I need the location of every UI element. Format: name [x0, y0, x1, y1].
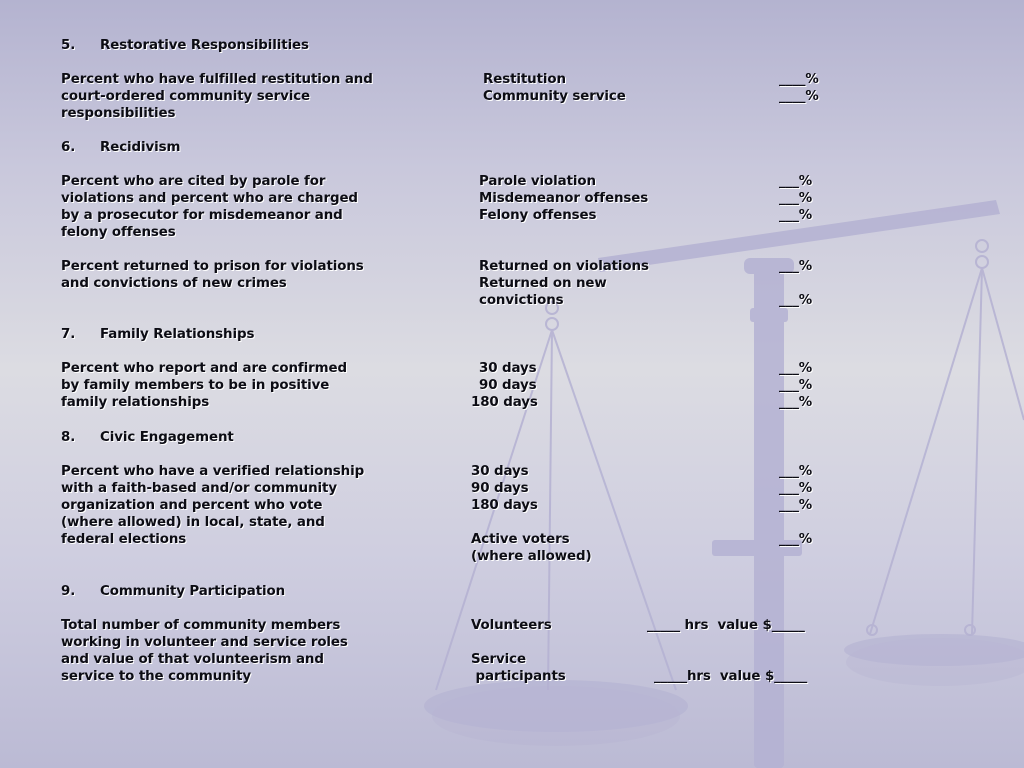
metric-label: (where allowed): [471, 549, 592, 564]
description-line: Percent who are cited by parole for: [61, 174, 326, 189]
description-line: violations and percent who are charged: [61, 191, 358, 206]
metric-blank: ____%: [779, 72, 819, 87]
metric-label: 180 days: [471, 498, 538, 513]
metric-blank: ___%: [779, 395, 813, 410]
description-line: court-ordered community service: [61, 89, 311, 104]
metric-blank: ___%: [779, 481, 813, 496]
metric-blank: ____%: [779, 89, 819, 104]
section-number: 7.: [61, 327, 76, 342]
description-line: organization and percent who vote: [61, 498, 323, 513]
metric-label: 90 days: [479, 378, 537, 393]
metric-label: Felony offenses: [479, 208, 597, 223]
metric-blank: _____hrs value $_____: [654, 669, 808, 684]
metric-blank: ___%: [779, 293, 813, 308]
section-title-restorative-responsibilities: Restorative Responsibilities: [100, 38, 309, 53]
description-line: felony offenses: [61, 225, 176, 240]
description-line: service to the community: [61, 669, 252, 684]
description-line: (where allowed) in local, state, and: [61, 515, 325, 530]
metric-label: Parole violation: [479, 174, 596, 189]
metric-blank: ___%: [779, 174, 813, 189]
metric-label: 30 days: [471, 464, 529, 479]
section-title-community-participation: Community Participation: [100, 584, 286, 599]
metric-blank: ___%: [779, 532, 813, 547]
metric-label: Restitution: [483, 72, 566, 87]
section-title-family-relationships: Family Relationships: [100, 327, 255, 342]
metric-blank: ___%: [779, 464, 813, 479]
description-line: and convictions of new crimes: [61, 276, 287, 291]
metric-label: Community service: [483, 89, 626, 104]
description-line: with a faith-based and/or community: [61, 481, 337, 496]
description-line: family relationships: [61, 395, 210, 410]
metric-blank: ___%: [779, 259, 813, 274]
metric-label: 30 days: [479, 361, 537, 376]
description-line: and value of that volunteerism and: [61, 652, 324, 667]
description-line: Total number of community members: [61, 618, 341, 633]
metric-label: participants: [471, 669, 566, 684]
metric-blank: ___%: [779, 191, 813, 206]
metric-blank: ___%: [779, 378, 813, 393]
metric-blank: ___%: [779, 498, 813, 513]
section-number: 8.: [61, 430, 76, 445]
metric-label: 90 days: [471, 481, 529, 496]
section-number: 6.: [61, 140, 76, 155]
description-line: working in volunteer and service roles: [61, 635, 348, 650]
metric-blank: ___%: [779, 361, 813, 376]
section-title-civic-engagement: Civic Engagement: [100, 430, 234, 445]
metric-label: Returned on new: [479, 276, 607, 291]
description-line: federal elections: [61, 532, 187, 547]
description-line: Percent who have fulfilled restitution and: [61, 72, 373, 87]
description-line: responsibilities: [61, 106, 176, 121]
description-line: by family members to be in positive: [61, 378, 330, 393]
description-line: Percent returned to prison for violations: [61, 259, 364, 274]
metric-label: Volunteers: [471, 618, 552, 633]
metric-label: Service: [471, 652, 526, 667]
metric-blank: ___%: [779, 208, 813, 223]
section-number: 9.: [61, 584, 76, 599]
metric-label: Misdemeanor offenses: [479, 191, 649, 206]
metric-label: convictions: [479, 293, 564, 308]
section-number: 5.: [61, 38, 76, 53]
section-title-recidivism: Recidivism: [100, 140, 181, 155]
description-line: by a prosecutor for misdemeanor and: [61, 208, 343, 223]
metric-label: 180 days: [471, 395, 538, 410]
metric-blank: _____ hrs value $_____: [647, 618, 805, 633]
description-line: Percent who have a verified relationship: [61, 464, 365, 479]
metric-label: Active voters: [471, 532, 570, 547]
description-line: Percent who report and are confirmed: [61, 361, 347, 376]
metric-label: Returned on violations: [479, 259, 649, 274]
